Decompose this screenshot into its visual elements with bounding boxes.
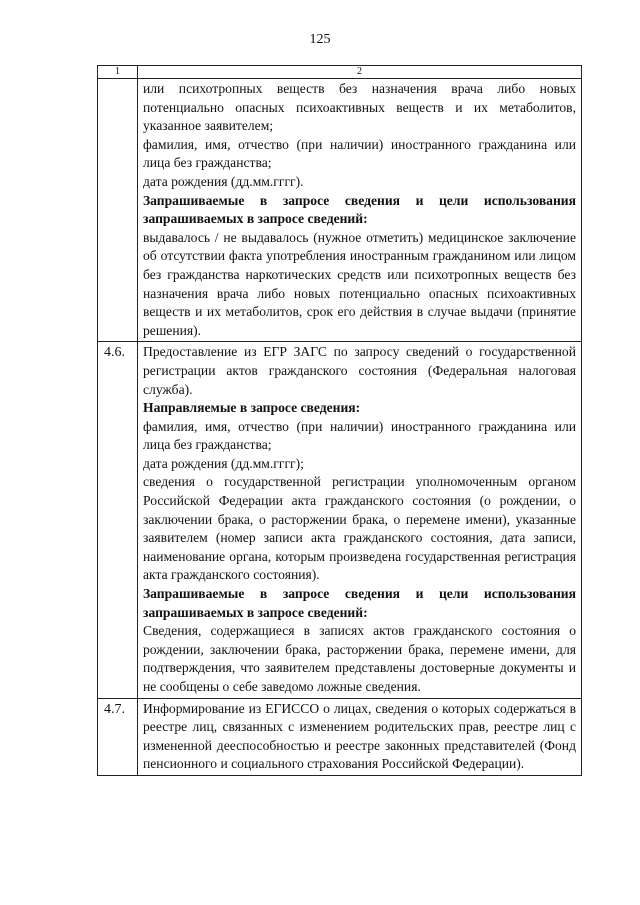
row-number: 4.7. [98,698,138,775]
table-row [98,79,582,342]
paragraph: фамилия, имя, отчество (при наличии) иностранного гражданина или лица без гражданства; [143,418,576,453]
header-col-2: 2 [138,66,582,79]
page-number: 125 [309,32,331,47]
table-row [98,698,582,775]
row-content [138,698,582,775]
paragraph: Сведения, содержащиеся в записях актов гражданского состояния о рождении, заключении брака, расторжении брака, перемене имени, для подтверждения, что заявителем представлены достоверные документы и не сообщены о себе заведомо ложные сведения. [143,623,576,694]
section-heading: Запрашиваемые в запросе сведения и цели использования запрашиваемых в запросе сведений: [143,192,576,227]
table-header-row [98,66,582,79]
table-row [98,342,582,698]
paragraph: дата рождения (дд.мм.гггг). [143,173,304,189]
paragraph: выдавалось / не выдавалось (нужное отметить) медицинское заключение об отсутствии факта употребления иностранным гражданином или лицом без гражданства наркотических средств или психотропных веществ без назначения врача либо новых потенциально опасных психоактивных веществ и их метаболитов, срок его действия в случае выдачи (принятие решения). [143,229,576,338]
document-table [97,65,582,776]
paragraph: или психотропных веществ без назначения врача либо новых потенциально опасных психоактивных веществ и их метаболитов, указанное заявителем; [143,81,576,134]
row-number: 4.6. [98,342,138,698]
row-number [98,79,138,342]
paragraph: фамилия, имя, отчество (при наличии) иностранного гражданина или лица без гражданства; [143,136,576,171]
paragraph: дата рождения (дд.мм.гггг); [143,455,304,471]
row-content [138,79,582,342]
section-heading: Направляемые в запросе сведения: [143,400,361,416]
section-heading: Запрашиваемые в запросе сведения и цели использования запрашиваемых в запросе сведений: [143,586,576,620]
paragraph: Информирование из ЕГИССО о лицах, сведения о которых содержаться в реестре лиц, связанных с изменением родительских прав, реестре лиц с измененной дееспособностью и реестре законных представителей (Фонд пенсионного и социального страхования Российской Федерации). [143,700,576,772]
row-content [138,342,582,698]
header-col-1: 1 [98,66,138,79]
paragraph: сведения о государственной регистрации уполномоченным органом Российской Федерации акта гражданского состояния (о рождении, о заключении брака, о расторжении брака, о перемене имени), указанные заявителем (номер записи акта гражданского состояния, дата записи, наименование органа, которым произведена государственная регистрация акта гражданского состояния). [143,474,576,583]
paragraph: Предоставление из ЕГР ЗАГС по запросу сведений о государственной регистрации актов гражданского состояния (Федеральная налоговая служба). [143,344,576,397]
